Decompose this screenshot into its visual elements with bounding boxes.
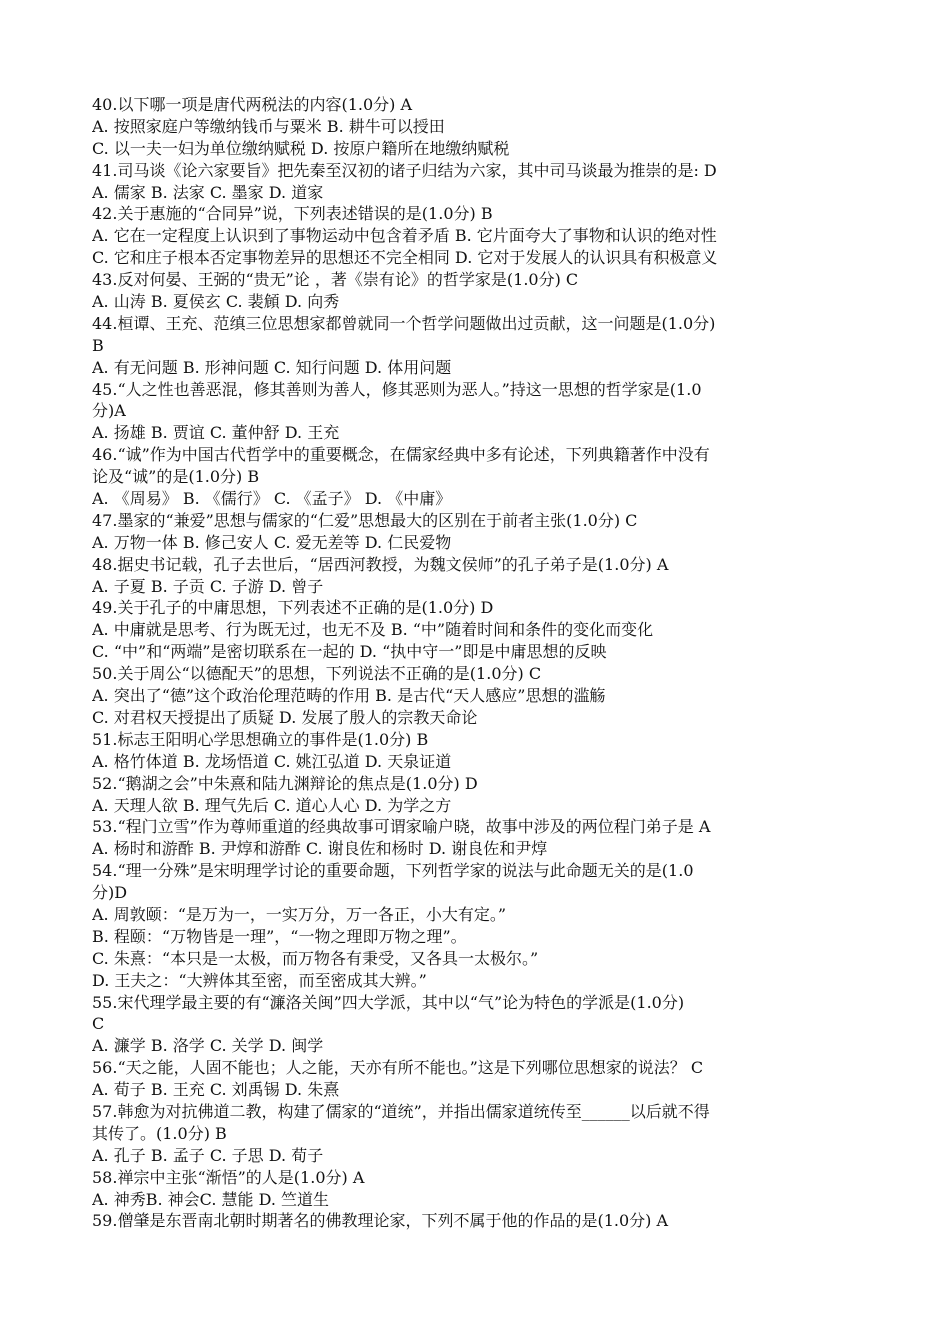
text-line: C. 它和庄子根本否定事物差异的思想还不完全相同 D. 它对于发展人的认识具有积极意义 [92, 248, 718, 268]
text-line: A. 濂学 B. 洛学 C. 关学 D. 闽学 [92, 1036, 324, 1056]
text-line: A. 子夏 B. 子贡 C. 子游 D. 曾子 [92, 576, 324, 596]
text-line: A. 儒家 B. 法家 C. 墨家 D. 道家 [92, 182, 324, 202]
text-line: 51.标志王阳明心学思想确立的事件是(1.0分) B [92, 729, 429, 749]
text-line: 论及“诚”的是(1.0分) B [92, 467, 260, 487]
text-line: 43.反对何晏、王弼的“贵无”论 ，著《崇有论》的哲学家是(1.0分) C [92, 270, 579, 290]
text-line: 48.据史书记载，孔子去世后，“居西河教授，为魏文侯师”的孔子弟子是(1.0分) A [92, 554, 669, 574]
text-line: 50.关于周公“以德配天”的思想，下列说法不正确的是(1.0分) C [92, 664, 542, 684]
text-line: 41.司马谈《论六家要旨》把先秦至汉初的诸子归结为六家，其中司马谈最为推崇的是: D [92, 160, 717, 180]
document-body [92, 94, 872, 1232]
text-line: A. 突出了“德”这个政治伦理范畴的作用 B. 是古代“天人感应”思想的滥觞 [92, 686, 606, 706]
text-line: A. 孔子 B. 孟子 C. 子思 D. 荀子 [92, 1145, 324, 1165]
text-line: A. 山涛 B. 夏侯玄 C. 裴頠 D. 向秀 [92, 292, 340, 312]
text-line: A. 神秀B. 神会C. 慧能 D. 竺道生 [92, 1189, 330, 1209]
text-line: 55.宋代理学最主要的有“濂洛关闽”四大学派，其中以“气”论为特色的学派是(1.0分) [92, 992, 685, 1012]
text-line: 58.禅宗中主张“渐悟”的人是(1.0分) A [92, 1167, 365, 1187]
text-line: 46.“诚”作为中国古代哲学中的重要概念，在儒家经典中多有论述，下列典籍著作中没有 [92, 445, 710, 465]
text-line: 54.“理一分殊”是宋明理学讨论的重要命题，下列哲学家的说法与此命题无关的是(1.0 [92, 861, 694, 881]
text-line: A. 有无问题 B. 形神问题 C. 知行问题 D. 体用问题 [92, 357, 452, 377]
text-line: 44.桓谭、王充、范缜三位思想家都曾就同一个哲学问题做出过贡献，这一问题是(1.0分) [92, 313, 716, 333]
text-line: 40.以下哪一项是唐代两税法的内容(1.0分) A [92, 95, 413, 114]
text-line: 45.“人之性也善恶混，修其善则为善人，修其恶则为恶人。”持这一思想的哲学家是(1.0 [92, 379, 702, 399]
text-line: A. 它在一定程度上认识到了事物运动中包含着矛盾 B. 它片面夸大了事物和认识的绝对性 [92, 226, 717, 246]
text-line: A. 周敦颐：“是万为一，一实万分，万一各正，小大有定。” [92, 904, 507, 924]
text-line: A. 扬雄 B. 贾谊 C. 董仲舒 D. 王充 [92, 423, 340, 443]
text-line: 分)D [92, 883, 128, 903]
text-line: C. 以一夫一妇为单位缴纳赋税 D. 按原户籍所在地缴纳赋税 [92, 138, 510, 158]
text-line: A. 格竹体道 B. 龙场悟道 C. 姚江弘道 D. 天泉证道 [92, 751, 452, 771]
text-line: B [92, 335, 104, 355]
text-line: 52.“鹅湖之会”中朱熹和陆九渊辩论的焦点是(1.0分) D [92, 773, 478, 793]
text-line: 49.关于孔子的中庸思想，下列表述不正确的是(1.0分) D [92, 598, 494, 618]
text-line: A. 杨时和游酢 B. 尹焞和游酢 C. 谢良佐和杨时 D. 谢良佐和尹焞 [92, 839, 548, 859]
text-line: D. 王夫之：“大辨体其至密，而至密成其大辨。” [92, 970, 427, 990]
text-line: A. 万物一体 B. 修己安人 C. 爱无差等 D. 仁民爱物 [92, 532, 452, 552]
text-line: A. 天理人欲 B. 理气先后 C. 道心人心 D. 为学之方 [92, 795, 452, 815]
text-line: A. 中庸就是思考、行为既无过，也无不及 B. “中”随着时间和条件的变化而变化 [92, 620, 654, 640]
text-line: 53.“程门立雪”作为尊师重道的经典故事可谓家喻户晓，故事中涉及的两位程门弟子是 A [92, 817, 711, 837]
text-line: 分)A [92, 401, 126, 421]
text-line: C. 朱熹：“本只是一太极，而万物各有秉受，又各具一太极尔。” [92, 948, 539, 968]
text-line: A. 荀子 B. 王充 C. 刘禹锡 D. 朱熹 [92, 1080, 340, 1100]
text-line: C [92, 1014, 105, 1034]
text-line: 47.墨家的“兼爱”思想与儒家的“仁爱”思想最大的区别在于前者主张(1.0分) C [92, 510, 638, 530]
text-line: B. 程颐：“万物皆是一理”，“一物之理即万物之理”。 [92, 926, 467, 946]
text-line: A. 按照家庭户等缴纳钱币与粟米 B. 耕牛可以授田 [92, 116, 445, 136]
text-line: 42.关于惠施的“合同异”说，下列表述错误的是(1.0分) B [92, 204, 493, 224]
text-line: C. 对君权天授提出了质疑 D. 发展了殷人的宗教天命论 [92, 707, 478, 727]
text-line: A. 《周易》 B. 《儒行》 C. 《孟子》 D. 《中庸》 [92, 489, 452, 509]
text-line: 57.韩愈为对抗佛道二教，构建了儒家的“道统”，并指出儒家道统传至______以后就不得 [92, 1101, 710, 1121]
text-line: 59.僧肇是东晋南北朝时期著名的佛教理论家，下列不属于他的作品的是(1.0分) A [92, 1211, 669, 1231]
text-line: 56.“天之能，人固不能也；人之能，天亦有所不能也。”这是下列哪位思想家的说法？ C [92, 1058, 704, 1078]
text-line: C. “中”和“两端”是密切联系在一起的 D. “执中守一”即是中庸思想的反映 [92, 642, 607, 662]
text-line: 其传了。(1.0分) B [92, 1123, 227, 1143]
